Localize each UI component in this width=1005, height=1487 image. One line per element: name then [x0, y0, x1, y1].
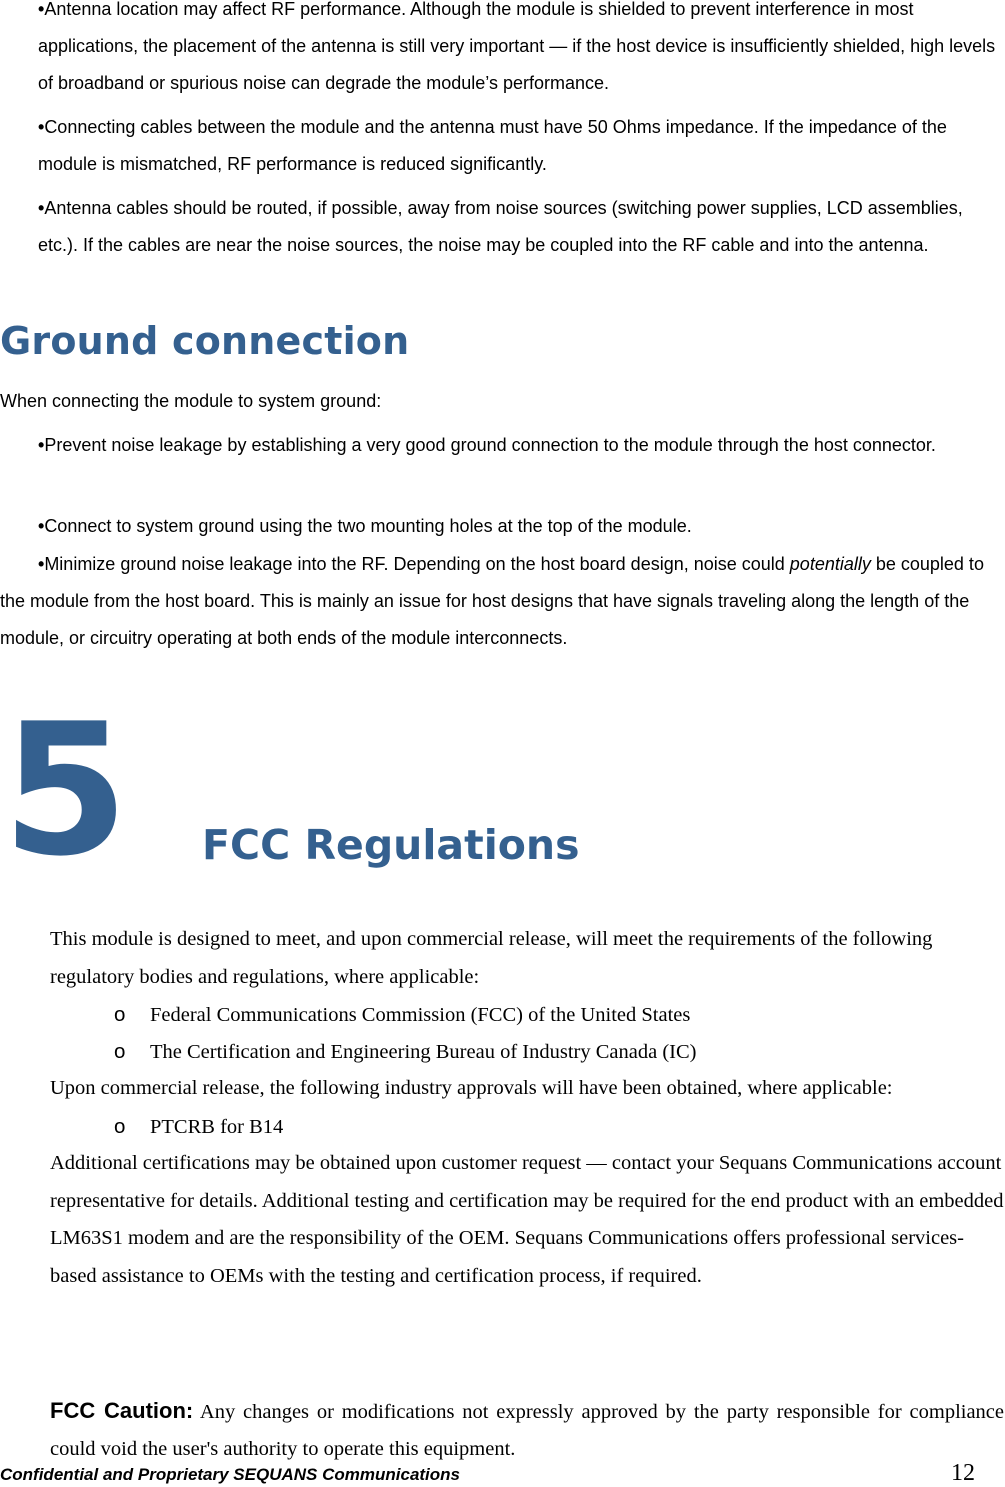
- approval-list-item: [114, 1108, 283, 1146]
- list-marker: o: [114, 1003, 126, 1026]
- ground-bullet: [38, 427, 1004, 464]
- list-marker: o: [114, 1115, 126, 1138]
- emphasis-text: potentially: [789, 554, 871, 574]
- bullet-glyph: •: [38, 516, 45, 536]
- ground-bullet-text: Minimize ground noise leakage into the RF. Depending on the host board design, noise could: [44, 554, 790, 574]
- list-item-text: PTCRB for B14: [150, 1116, 284, 1138]
- antenna-bullet: [38, 0, 1004, 102]
- fcc-caution: [50, 1392, 1004, 1468]
- bullet-glyph: •: [38, 117, 45, 137]
- ground-bullet-last: [0, 546, 1004, 657]
- ground-bullet-text: Prevent noise leakage by establishing a very good ground connection to the module through the host connector.: [44, 435, 936, 455]
- ground-bullet-text: be coupled to the module from the host board. This is mainly an issue for host designs that have signals traveling along the length of the module, or circuitry operating at both ends of the module interconnects.: [0, 554, 984, 648]
- list-item-text: Federal Communications Commission (FCC) of the United States: [150, 1004, 691, 1026]
- bullet-glyph: •: [38, 0, 45, 19]
- page-number: 12: [951, 1460, 975, 1486]
- footer-confidential: Confidential and Proprietary SEQUANS Communications: [0, 1465, 461, 1484]
- regulatory-list-item: [114, 1033, 696, 1071]
- chapter-number: 5: [2, 684, 129, 896]
- antenna-bullet: [38, 190, 1004, 264]
- regulatory-list-item: [114, 996, 690, 1034]
- ground-bullet: [38, 508, 1004, 545]
- fcc-caution-text: Any changes or modifications not expressly approved by the party responsible for compliance could void the user's authority to operate this equipment.: [50, 1400, 1005, 1460]
- fcc-caution-label: FCC Caution:: [50, 1397, 194, 1423]
- chapter-title: FCC Regulations: [202, 821, 580, 869]
- ground-intro: When connecting the module to system ground:: [0, 391, 382, 411]
- antenna-bullet-text: Antenna cables should be routed, if possible, away from noise sources (switching power supplies, LCD assemblies, etc.). If the cables are near the noise sources, the noise may be coupled into the RF cable and into the antenna.: [38, 198, 963, 255]
- antenna-bullet-text: Connecting cables between the module and the antenna must have 50 Ohms impedance. If the impedance of the module is mismatched, RF performance is reduced significantly.: [38, 117, 947, 174]
- bullet-glyph: •: [38, 554, 45, 574]
- chapter-intro: This module is designed to meet, and upon commercial release, will meet the requirements of the following regulatory bodies and regulations, where applicable:: [50, 928, 933, 988]
- section-heading-ground: Ground connection: [0, 319, 410, 363]
- list-item-text: The Certification and Engineering Bureau of Industry Canada (IC): [150, 1041, 697, 1063]
- ground-bullet-text: Connect to system ground using the two mounting holes at the top of the module.: [44, 516, 692, 536]
- additional-certifications: Additional certifications may be obtained upon customer request — contact your Sequans Communications account representative for details. Additional testing and certification may be required for the end product with an embedded LM63S1 modem and are the responsibility of the OEM. Sequans Communications offers professional services-based assistance to OEMs with the testing and certification process, if required.: [50, 1152, 1004, 1287]
- bullet-glyph: •: [38, 198, 45, 218]
- approvals-intro: Upon commercial release, the following industry approvals will have been obtained, where applicable:: [50, 1077, 893, 1099]
- bullet-glyph: •: [38, 435, 45, 455]
- antenna-bullet-text: Antenna location may affect RF performance. Although the module is shielded to prevent interference in most applications, the placement of the antenna is still very important — if the host device is insufficiently shielded, high levels of broadband or spurious noise can degrade the module’s performance.: [38, 0, 996, 93]
- antenna-bullet: [38, 109, 1004, 183]
- list-marker: o: [114, 1040, 126, 1063]
